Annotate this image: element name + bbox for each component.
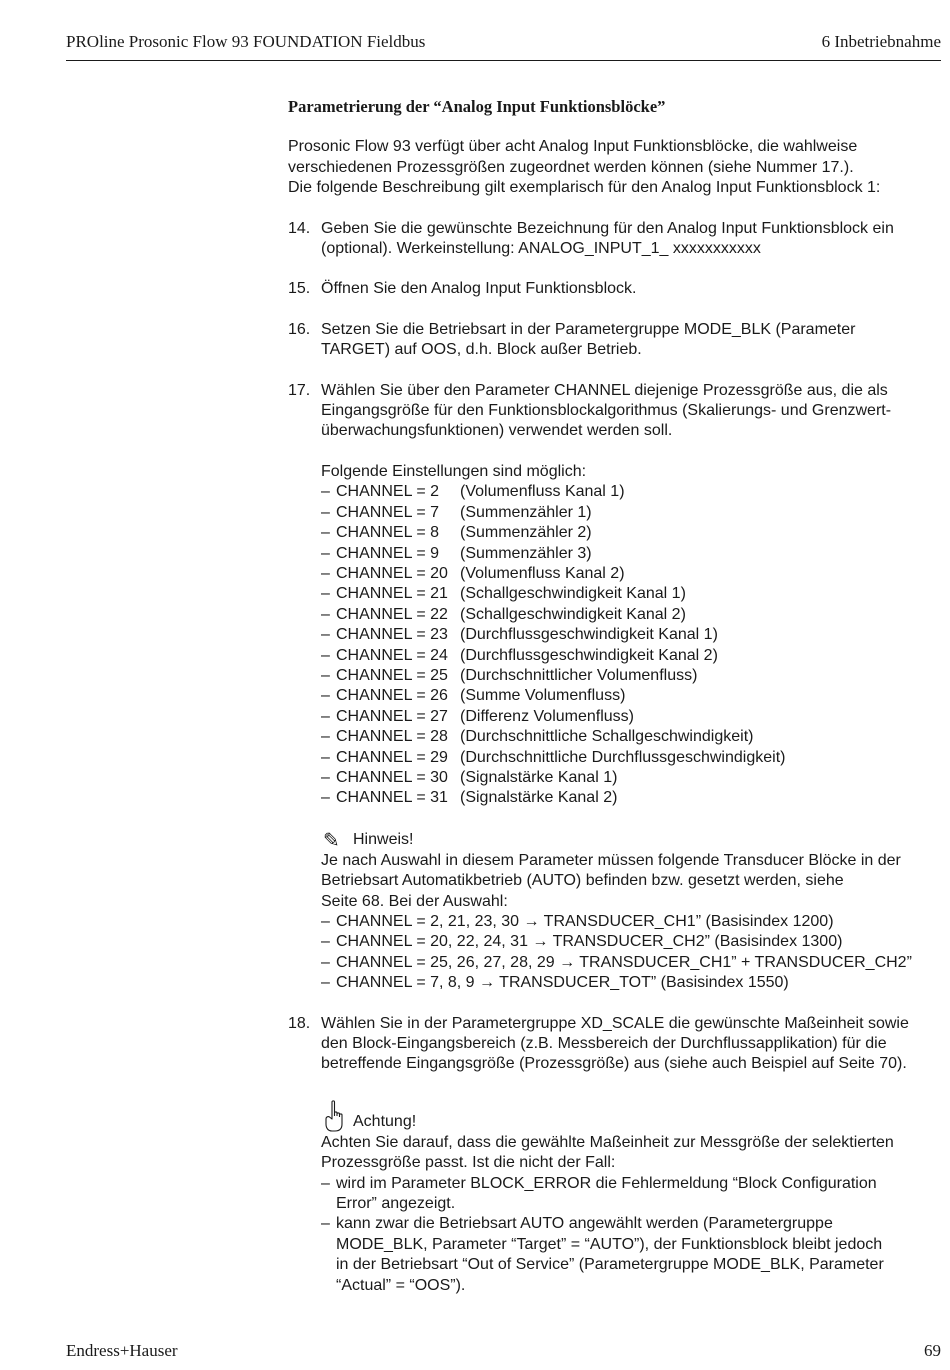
step-line: Setzen Sie die Betriebsart in der Parametergruppe MODE_BLK (Parameter xyxy=(321,320,856,338)
section-title: Parametrierung der “Analog Input Funktionsblöcke” xyxy=(288,97,666,116)
step-number: 17. xyxy=(288,381,311,399)
channel-option: – CHANNEL = 22 (Schallgeschwindigkeit Kanal 2) xyxy=(321,605,943,625)
channel-description: (Durchschnittliche Durchflussgeschwindigkeit) xyxy=(460,748,786,766)
note-item: – CHANNEL = 25, 26, 27, 28, 29 → TRANSDUCER_CH1” + TRANSDUCER_CH2” xyxy=(321,953,912,971)
channel-value: CHANNEL = 30 xyxy=(336,768,448,786)
step-line: TARGET) auf OOS, d.h. Block außer Betrieb. xyxy=(321,341,642,359)
channel-description: (Durchflussgeschwindigkeit Kanal 1) xyxy=(460,626,718,644)
channel-description: (Summenzähler 3) xyxy=(460,544,592,562)
channel-value: CHANNEL = 22 xyxy=(336,605,448,623)
header-rule xyxy=(66,60,941,61)
channel-description: (Signalstärke Kanal 1) xyxy=(460,768,618,786)
caution-item: – wird im Parameter BLOCK_ERROR die Fehlermeldung “Block Configuration Error” angezeigt. xyxy=(321,1174,877,1213)
channel-value: CHANNEL = 7 xyxy=(336,503,439,521)
channel-option: – CHANNEL = 7 (Summenzähler 1) xyxy=(321,503,943,523)
header-chapter: 6 Inbetriebnahme xyxy=(821,32,941,51)
step-17 xyxy=(288,381,943,994)
step-number: 18. xyxy=(288,1014,311,1032)
channel-options xyxy=(321,462,943,809)
channel-description: (Schallgeschwindigkeit Kanal 2) xyxy=(460,605,686,623)
channel-option: – CHANNEL = 21 (Schallgeschwindigkeit Kanal 1) xyxy=(321,584,943,604)
channel-description: (Differenz Volumenfluss) xyxy=(460,707,634,725)
step-15 xyxy=(288,279,943,299)
channel-value: CHANNEL = 23 xyxy=(336,626,448,644)
channel-option: – CHANNEL = 24 (Durchflussgeschwindigkeit Kanal 2) xyxy=(321,646,943,666)
caution-title: Achtung! xyxy=(353,1113,417,1131)
channel-description: (Summe Volumenfluss) xyxy=(460,687,626,705)
channel-option: – CHANNEL = 23 (Durchflussgeschwindigkeit Kanal 1) xyxy=(321,625,943,645)
channel-option: – CHANNEL = 26 (Summe Volumenfluss) xyxy=(321,686,943,706)
step-line: (optional). Werkeinstellung: ANALOG_INPUT_1_ xxxxxxxxxxx xyxy=(321,240,761,258)
channel-value: CHANNEL = 29 xyxy=(336,748,448,766)
step-line: den Block-Eingangsbereich (z.B. Messbereich der Durchflussapplikation) für die xyxy=(321,1035,887,1053)
channel-value: CHANNEL = 24 xyxy=(336,646,448,664)
footer-brand: Endress+Hauser xyxy=(66,1341,178,1360)
channel-description: (Volumenfluss Kanal 1) xyxy=(460,483,625,501)
pencil-icon: ✎ xyxy=(323,829,340,852)
channel-value: CHANNEL = 8 xyxy=(336,524,439,542)
channel-value: CHANNEL = 9 xyxy=(336,544,439,562)
main-content xyxy=(288,97,943,1296)
channel-option: – CHANNEL = 31 (Signalstärke Kanal 2) xyxy=(321,788,943,808)
page-number: 69 xyxy=(924,1341,941,1360)
note-title: Hinweis! xyxy=(353,831,414,849)
channel-value: CHANNEL = 31 xyxy=(336,789,448,807)
channel-value: CHANNEL = 26 xyxy=(336,687,448,705)
step-line: überwachungsfunktionen) verwendet werden soll. xyxy=(321,422,673,440)
intro-line: Prosonic Flow 93 verfügt über acht Analog Input Funktionsblöcke, die wahlweise xyxy=(288,138,858,156)
channel-value: CHANNEL = 25 xyxy=(336,666,448,684)
header-title: PROline Prosonic Flow 93 FOUNDATION Fieldbus xyxy=(66,32,426,51)
channel-value: CHANNEL = 20 xyxy=(336,564,448,582)
channel-option: – CHANNEL = 8 (Summenzähler 2) xyxy=(321,523,943,543)
channel-option: – CHANNEL = 20 (Volumenfluss Kanal 2) xyxy=(321,564,943,584)
step-number: 14. xyxy=(288,219,311,237)
channel-option: – CHANNEL = 27 (Differenz Volumenfluss) xyxy=(321,707,943,727)
step-line: Wählen Sie in der Parametergruppe XD_SCALE die gewünschte Maßeinheit sowie xyxy=(321,1014,909,1032)
caution-heading xyxy=(321,1095,943,1133)
note-item: – CHANNEL = 2, 21, 23, 30 → TRANSDUCER_CH1” (Basisindex 1200) xyxy=(321,913,834,930)
caution-line: Prozessgröße passt. Ist die nicht der Fall: xyxy=(321,1154,616,1172)
step-18 xyxy=(288,1014,943,1296)
step-line: Wählen Sie über den Parameter CHANNEL diejenige Prozessgröße aus, die als xyxy=(321,381,888,399)
note-line: Je nach Auswahl in diesem Parameter müssen folgende Transducer Blöcke in der xyxy=(321,851,901,869)
channel-option: – CHANNEL = 9 (Summenzähler 3) xyxy=(321,544,943,564)
pointing-hand-icon xyxy=(323,1099,353,1133)
step-line: betreffende Eingangsgröße (Prozessgröße) aus (siehe auch Beispiel auf Seite 70). xyxy=(321,1055,907,1073)
channel-option: – CHANNEL = 25 (Durchschnittlicher Volumenfluss) xyxy=(321,666,943,686)
note-heading xyxy=(321,829,943,851)
step-line: Geben Sie die gewünschte Bezeichnung für den Analog Input Funktionsblock ein xyxy=(321,219,894,237)
channel-description: (Volumenfluss Kanal 2) xyxy=(460,564,625,582)
intro-line: verschiedenen Prozessgrößen zugeordnet werden können (siehe Nummer 17.). xyxy=(288,158,854,176)
channel-description: (Summenzähler 1) xyxy=(460,503,592,521)
channel-value: CHANNEL = 28 xyxy=(336,728,448,746)
channel-option: – CHANNEL = 30 (Signalstärke Kanal 1) xyxy=(321,768,943,788)
channel-description: (Summenzähler 2) xyxy=(460,524,592,542)
step-number: 15. xyxy=(288,280,311,298)
channel-option: – CHANNEL = 29 (Durchschnittliche Durchflussgeschwindigkeit) xyxy=(321,748,943,768)
channel-value: CHANNEL = 2 xyxy=(336,483,439,501)
intro-line: Die folgende Beschreibung gilt exemplarisch für den Analog Input Funktionsblock 1: xyxy=(288,179,881,197)
channel-value: CHANNEL = 21 xyxy=(336,585,448,603)
step-14 xyxy=(288,219,943,260)
step-line: Öffnen Sie den Analog Input Funktionsblock. xyxy=(321,280,637,298)
channel-option: – CHANNEL = 28 (Durchschnittliche Schallgeschwindigkeit) xyxy=(321,727,943,747)
channel-value: CHANNEL = 27 xyxy=(336,707,448,725)
caution-line: Achten Sie darauf, dass die gewählte Maßeinheit zur Messgröße der selektierten xyxy=(321,1133,894,1151)
step-16 xyxy=(288,320,943,361)
note-item: – CHANNEL = 7, 8, 9 → TRANSDUCER_TOT” (Basisindex 1550) xyxy=(321,974,789,992)
note-line: Betriebsart Automatikbetrieb (AUTO) befinden bzw. gesetzt werden, siehe xyxy=(321,872,844,890)
intro-paragraph xyxy=(288,137,943,198)
note-line: Seite 68. Bei der Auswahl: xyxy=(321,892,508,910)
channel-list xyxy=(321,482,943,809)
channel-description: (Durchflussgeschwindigkeit Kanal 2) xyxy=(460,646,718,664)
channel-description: (Durchschnittliche Schallgeschwindigkeit) xyxy=(460,728,754,746)
channel-description: (Schallgeschwindigkeit Kanal 1) xyxy=(460,585,686,603)
note-item: – CHANNEL = 20, 22, 24, 31 → TRANSDUCER_CH2” (Basisindex 1300) xyxy=(321,933,843,951)
options-intro: Folgende Einstellungen sind möglich: xyxy=(321,462,587,480)
step-line: Eingangsgröße für den Funktionsblockalgorithmus (Skalierungs- und Grenzwert- xyxy=(321,402,892,420)
channel-description: (Signalstärke Kanal 2) xyxy=(460,789,618,807)
channel-option: – CHANNEL = 2 (Volumenfluss Kanal 1) xyxy=(321,482,943,502)
step-number: 16. xyxy=(288,320,311,338)
channel-description: (Durchschnittlicher Volumenfluss) xyxy=(460,666,698,684)
caution-item: – kann zwar die Betriebsart AUTO angewählt werden (Parametergruppe MODE_BLK, Parameter “Target” = “AUTO”), der Funktionsblock bleibt jedoch in der Betriebsart “Out of Service” (Parametergruppe MODE_BLK, Parameter “Actual” = “OOS”). xyxy=(321,1215,884,1294)
